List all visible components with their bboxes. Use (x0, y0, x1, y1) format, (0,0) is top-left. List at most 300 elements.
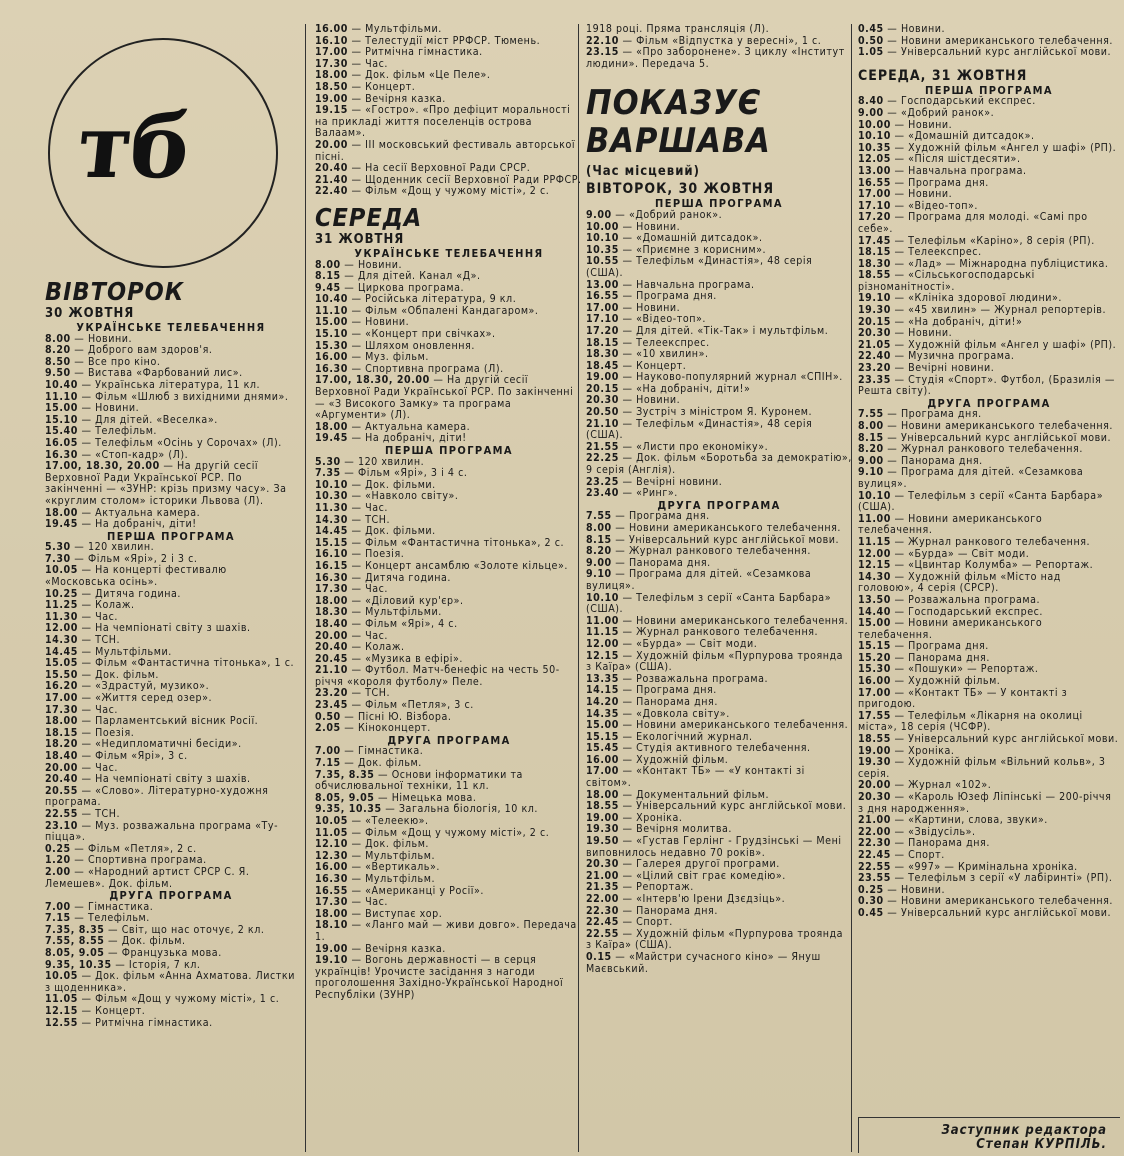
listing-time: 20.50 (586, 406, 619, 419)
listing-title: — «Вертикаль». (351, 861, 440, 874)
listing-line (315, 665, 583, 688)
listing-time: 19.00 (858, 744, 891, 757)
channel-header: ПЕРША ПРОГРАМА (385, 444, 513, 457)
listing-title: — На сесії Верховної Ради СРСР. (351, 162, 531, 175)
listing-time: 19.10 (858, 292, 891, 305)
listing-title: — Журнал ранкового телебачення. (887, 443, 1083, 456)
listing-time: 15.15 (315, 536, 348, 549)
listing-time: 20.30 (586, 858, 619, 871)
listing-time: 5.30 (315, 455, 341, 468)
listing-title: — Репортаж. (622, 881, 694, 894)
listing-time: 16.00 (586, 753, 619, 766)
listing-title: — На добраніч, діти! (351, 432, 467, 445)
listing-time: 18.50 (315, 80, 348, 93)
listing-line (858, 688, 1120, 711)
listing-title: — Для дітей. Канал «Д». (344, 270, 481, 283)
listing-title: — Студія «Спорт». Футбол, (Бразилія — Решта світу). (858, 373, 1115, 398)
listing-title: — «Телеекю». (351, 815, 429, 827)
listing-title: — ТСН. (81, 634, 121, 647)
listing-title: — Художній фільм «Місто над головою», 4 серія (СРСР). (858, 570, 1061, 595)
listing-title: — Загальна біологія, 10 кл. (385, 803, 538, 816)
listing-title: — Новини. (74, 332, 133, 345)
listing-time: 18.00 (315, 594, 348, 607)
listing-time: 5.30 (45, 541, 71, 554)
listing-time: 15.30 (858, 663, 891, 676)
listing-time: 15.00 (586, 719, 619, 732)
listing-title: — На чемпіонаті світу з шахів. (81, 622, 251, 635)
listing-time: 12.15 (586, 649, 619, 662)
listing-time: 8.00 (45, 332, 71, 345)
listing-title: — Розважальна програма. (622, 672, 769, 685)
listing-title: — «Контакт ТБ» — «У контакті зі світом». (586, 765, 805, 790)
listing-title: — Художній фільм «Пурпурова троянда з Каїра» (США). (586, 649, 844, 674)
listing-title: — «Життя серед озер». (81, 692, 213, 704)
listing-title: — Універсальний курс англійської мови. (615, 533, 840, 546)
listing-title: — «10 хвилин». (622, 348, 709, 361)
listing-line (858, 212, 1120, 235)
listing-title: — Спортивна програма. (74, 854, 207, 867)
listing-time: 11.00 (858, 512, 891, 525)
listing-time: 17.00 (45, 692, 78, 704)
listing-line (586, 952, 852, 975)
listing-line (858, 908, 1120, 920)
listing-time: 17.20 (858, 211, 891, 224)
listing-time: 10.00 (586, 220, 619, 233)
listing-title: — Фільм «Ярі», 4 с. (351, 617, 458, 630)
listing-time: 18.00 (315, 420, 348, 433)
listing-title: — Вечірня казка. (351, 942, 446, 955)
listing-title: — Художній фільм. (622, 753, 729, 766)
listing-time: 11.05 (45, 993, 78, 1006)
listing-time: 21.10 (586, 417, 619, 430)
listing-time: 18.00 (45, 715, 78, 728)
listing-line (586, 593, 852, 616)
listing-line (45, 519, 297, 531)
listing-line (45, 1018, 297, 1030)
listing-time: 17.30 (315, 57, 348, 70)
listing-title: — «Цвинтар Колумба» — Репортаж. (894, 559, 1094, 572)
listing-title: — Поезія. (351, 548, 405, 561)
listing-time: 9.10 (858, 466, 884, 479)
column-divider (305, 24, 306, 1152)
listing-time: 19.30 (858, 756, 891, 769)
listing-time: 7.00 (45, 900, 71, 913)
day-heading: СЕРЕДА (315, 202, 423, 232)
listing-line (858, 572, 1120, 595)
listing-time: 15.30 (315, 339, 348, 352)
listing-time: 19.50 (586, 835, 619, 848)
listing-time: 11.15 (586, 626, 619, 639)
listing-time: 17.00 (586, 765, 619, 778)
listing-line (45, 565, 297, 588)
listing-time: 23.15 (586, 46, 619, 59)
listing-title: — «Густав Герлінг - Грудзінські — Мені виповнилось недавно 70 років». (586, 835, 842, 859)
listing-time: 0.25 (45, 842, 71, 855)
listing-time: 22.55 (858, 860, 891, 873)
listing-time: 22.55 (586, 927, 619, 940)
listing-title: — Поезія. (81, 726, 135, 739)
listing-time: 20.30 (858, 791, 891, 803)
channel-header: ДРУГА ПРОГРАМА (657, 498, 781, 512)
listing-time: 23.20 (858, 362, 891, 375)
listing-time: 15.00 (45, 402, 78, 415)
listing-line (45, 821, 297, 844)
listing-title: — Фільм «Дощ у чужому місті», 2 с. (351, 826, 550, 839)
listing-line (315, 770, 583, 793)
listing-time: 14.15 (586, 684, 619, 697)
listing-time: 22.00 (858, 825, 891, 838)
listing-time: 8.00 (586, 522, 612, 534)
listing-time: 20.40 (45, 773, 78, 786)
listing-time: 22.40 (315, 185, 348, 198)
listing-title: — Вистава «Фарбований лис». (74, 367, 243, 380)
listing-time: 10.10 (858, 489, 891, 502)
listing-title: — «Недипломатичні бесіди». (81, 738, 242, 751)
listing-time: 17.10 (858, 199, 891, 212)
listing-time: 10.05 (45, 970, 78, 983)
column-warsaw-tuesday (586, 24, 852, 975)
listing-title: — Телефільм з серії «Санта Барбара» (США). (586, 591, 832, 616)
listing-title: — «Сільськогосподарські різноманітності». (858, 269, 1035, 293)
listing-time: 12.00 (45, 622, 78, 635)
listing-title: — Новини американського телебачення. (622, 719, 849, 732)
channel-header: УКРАЇНСЬКЕ ТЕЛЕБАЧЕННЯ (354, 246, 544, 260)
listing-line (586, 651, 852, 674)
listing-time: 20.15 (858, 315, 891, 328)
listing-title: — Господарський експрес. (887, 95, 1036, 108)
listing-title: — Ритмічна гімнастика. (81, 1016, 213, 1029)
listing-time: 7.55 (858, 408, 884, 421)
listing-title: — Телефільм. (81, 425, 158, 438)
listing-title: — Фільм «Фантастична тітонька», 2 с. (351, 536, 565, 549)
listing-title: — Програма дня. (894, 176, 989, 189)
day-heading: СЕРЕДА, 31 ЖОВТНЯ (858, 67, 1028, 84)
spacer (858, 59, 1120, 67)
listing-time: 18.00 (586, 788, 619, 801)
listing-time: 19.00 (315, 92, 348, 105)
listing-time: 8.20 (858, 443, 884, 456)
listing-time: 19.00 (586, 371, 619, 384)
listing-title: — Фільм «Дощ у чужому місті», 2 с. (351, 185, 550, 198)
listing-time: 18.55 (586, 800, 619, 813)
listing-time: 8.05, 9.05 (45, 947, 105, 960)
listing-title: — Новини американського телебачення. (615, 522, 842, 534)
listing-title: — Універсальний курс англійської мови. (622, 800, 847, 813)
listing-time: 17.00 (858, 188, 891, 201)
listing-line (858, 514, 1120, 537)
listing-time: 15.15 (858, 640, 891, 653)
listing-time: 10.05 (315, 815, 348, 827)
listing-time: 8.20 (586, 545, 612, 558)
listing-title: — «Добрий ранок». (615, 208, 723, 221)
listing-title: — «Добрий ранок». (887, 106, 995, 119)
listing-title: — ТСН. (351, 687, 391, 700)
listing-line (858, 757, 1120, 780)
listing-title: — «Гостро». «Про дефіцит моральності на прикладі життя поселенців острова Валаам». (315, 104, 571, 140)
listing-title: — Вечірні новини. (622, 475, 723, 488)
listing-title: — Панорама дня. (887, 454, 983, 467)
listing-time: 23.55 (858, 872, 891, 885)
listing-time: 15.00 (315, 316, 348, 329)
listing-title: — Док. фільм. (108, 935, 186, 948)
listing-title: — Концерт. (81, 1005, 146, 1018)
listing-time: 20.30 (858, 327, 891, 340)
listing-title: — Журнал ранкового телебачення. (894, 535, 1091, 548)
listing-title: — Пісні Ю. Візбора. (344, 710, 452, 723)
listing-time: 19.00 (315, 942, 348, 955)
listing-title: — «Ланго май — живи довго». Передача 1. (315, 919, 577, 943)
listing-time: 21.35 (586, 881, 619, 894)
listing-title: — Новини американського телебачення. (622, 614, 849, 627)
listing-line (45, 867, 297, 890)
listing-time: 0.25 (858, 883, 884, 896)
listing-line (45, 786, 297, 809)
listing-title: — Навчальна програма. (894, 164, 1027, 177)
listing-title: — Циркова програма. (344, 281, 465, 294)
listing-title: — Новини американського телебачення. (858, 617, 1043, 641)
listing-time: 2.00 (45, 865, 71, 878)
listing-title: — Шляхом оновлення. (351, 339, 475, 352)
listing-title: — Панорама дня. (894, 651, 990, 664)
listing-time: 16.10 (315, 34, 348, 47)
listing-time: 17.10 (586, 313, 619, 326)
listing-time: 9.50 (45, 367, 71, 380)
listing-time: 18.40 (315, 617, 348, 630)
listing-time: 8.00 (315, 258, 341, 271)
listing-title: — Програма для дітей. «Сезамкова вулиця». (858, 466, 1084, 490)
listing-title: — Новини. (894, 327, 953, 340)
date-heading: 31 ЖОВТНЯ (315, 231, 405, 247)
listing-title: — Господарський експрес. (894, 605, 1043, 618)
listing-time: 11.15 (858, 535, 891, 548)
listing-time: 16.10 (315, 548, 348, 561)
listing-title: — Док. фільм. (344, 757, 422, 770)
listing-time: 9.00 (858, 106, 884, 119)
listing-time: 16.00 (858, 675, 891, 688)
listing-time: 19.30 (858, 304, 891, 317)
listing-time: 22.00 (586, 893, 619, 905)
listing-title: — Програма для дітей. «Сезамкова вулиця». (586, 568, 812, 592)
listing-time: 19.15 (315, 104, 348, 117)
listing-title: — Програма дня. (894, 640, 989, 653)
listing-title: — На концерті фестивалю «Московська осінь». (45, 564, 227, 589)
listing-title: — «Американці у Росії». (351, 884, 484, 897)
listing-title: — Телестудії міст РРФСР. Тюмень. (351, 34, 541, 47)
listing-title: — Телефільм з серії «Санта Барбара» (США). (858, 489, 1104, 514)
listing-time: 18.45 (586, 359, 619, 372)
listing-title: — Універсальний курс англійської мови. (887, 431, 1112, 444)
listing-title: — Телефільм «Династія», 48 серія (США). (586, 417, 813, 442)
listing-time: 9.45 (315, 281, 341, 294)
listing-title: — Колаж. (81, 599, 135, 612)
listing-title: — Док. фільми. (351, 478, 436, 491)
listing-time: 20.40 (315, 162, 348, 175)
listing-title: — «Народний артист СРСР С. Я. Лемешев». Док. фільм. (45, 865, 250, 890)
listing-time: 23.40 (586, 487, 619, 500)
listing-time: 22.45 (586, 916, 619, 929)
listing-title: — «Майстри сучасного кіно» — Януш Маєвський. (586, 950, 821, 975)
listing-time: 19.45 (45, 518, 78, 531)
listing-title: — Парламентський вісник Росії. (81, 715, 259, 728)
listing-title: — Для дітей. «Веселка». (81, 413, 218, 426)
listing-title: — Хроніка. (622, 811, 683, 824)
listing-title: — «Бурда» — Світ моди. (894, 547, 1030, 560)
listing-time: 14.45 (315, 525, 348, 538)
listing-time: 23.20 (315, 687, 348, 700)
listing-time: 10.10 (586, 591, 619, 604)
listing-title: — Актуальна камера. (81, 506, 201, 519)
listing-time: 17.55 (858, 709, 891, 722)
listing-time: 10.10 (858, 130, 891, 143)
listing-time: 16.05 (45, 436, 78, 449)
listing-title: — На чемпіонаті світу з шахів. (81, 773, 251, 786)
listing-title: — «Лад» — Міжнародна публіцистика. (894, 257, 1109, 270)
listing-time: 23.45 (315, 699, 348, 712)
listing-line (586, 419, 852, 442)
listing-title: — Екологічний журнал. (622, 730, 753, 743)
editor-name: Степан КУРПІЛЬ. (976, 1137, 1107, 1152)
listing-time: 10.40 (45, 378, 78, 391)
listing-title: — «Картини, слова, звуки». (894, 814, 1048, 827)
listing-time: 12.00 (586, 637, 619, 650)
listing-title: — Док. фільм «Це Пеле». (351, 69, 491, 82)
listing-title: — «Пошуки» — Репортаж. (894, 663, 1039, 676)
listing-title: — Новини. (887, 24, 946, 35)
listing-title: — Спортивна програма (Л). (351, 362, 504, 375)
listing-time: 18.55 (858, 733, 891, 746)
listing-title: — Все про кіно. (74, 355, 161, 368)
listing-title: — Телефільм «Династія», 48 серія (США). (586, 255, 813, 279)
listing-title: — Новини. (894, 188, 953, 201)
listing-time: 10.00 (858, 118, 891, 131)
listing-time: 7.35, 8.35 (45, 923, 105, 936)
listing-title: — Панорама дня. (622, 904, 718, 917)
listing-title: — Програма для молоді. «Самі про себе». (858, 211, 1088, 235)
listing-title: — «Музика в ефірі». (351, 652, 463, 665)
listing-time: 7.30 (45, 552, 71, 565)
listing-time: 19.45 (315, 432, 348, 445)
listing-title: — Панорама дня. (622, 695, 718, 708)
listing-title: — Панорама дня. (894, 837, 990, 850)
listing-time: 7.15 (45, 912, 71, 925)
listing-title: — Мультфільми. (351, 24, 442, 35)
day-heading: ВІВТОРОК (45, 278, 185, 306)
listing-time: 9.10 (586, 568, 612, 581)
listing-title: — III московський фестиваль авторської пісні. (315, 138, 576, 163)
listing-title: — Док. фільми. (351, 525, 436, 538)
listing-title: — Фільм «Дощ у чужому місті», 1 с. (81, 993, 280, 1006)
listing-title: — «Після шістдесяти». (894, 153, 1021, 166)
column-warsaw-wednesday (858, 24, 1120, 920)
listing-time: 20.30 (586, 394, 619, 407)
listing-title: — «Бурда» — Світ моди. (622, 637, 758, 650)
listing-time: 10.30 (315, 490, 348, 503)
listing-time: 2.05 (315, 722, 341, 735)
listing-time: 14.45 (45, 645, 78, 658)
listing-time: 19.00 (586, 811, 619, 824)
listing-time: 10.25 (45, 587, 78, 600)
listing-line (45, 971, 297, 994)
listing-title: — Телефільм «Осінь у Сорочах» (Л). (81, 436, 282, 449)
listing-title: — Новини. (622, 220, 681, 233)
listing-title: — «Відео-топ». (622, 313, 706, 326)
listing-time: 17.00, 18.30, 20.00 (45, 460, 160, 473)
listing-title: — Новини американського телебачення. (887, 34, 1114, 47)
listing-time: 17.30 (315, 896, 348, 909)
listing-time: 18.15 (45, 726, 78, 739)
listing-time: 18.00 (45, 506, 78, 519)
listing-title: — ТСН. (81, 807, 121, 820)
listing-title: — «Кароль Юзеф Ліпінські — 200-річчя з дня народження». (858, 791, 1112, 815)
listing-title: — Новини. (622, 394, 681, 407)
listing-time: 12.05 (858, 153, 891, 166)
listing-title: — Фільм «Петля», 3 с. (351, 699, 474, 712)
listing-title: — Муз. розважальна програма «Ту-піцца». (45, 819, 279, 844)
listing-title: — Новини. (887, 883, 946, 896)
listing-time: 8.20 (45, 344, 71, 357)
listing-title: 1918 році. Пряма трансляція (Л). (586, 24, 770, 35)
listing-title: — «Навколо світу». (351, 490, 459, 503)
listing-title: — «Домашній дитсадок». (622, 232, 763, 245)
listing-title: — Музична програма. (894, 350, 1015, 363)
listing-time: 12.30 (315, 849, 348, 862)
listing-title: — Російська література, 9 кл. (351, 293, 517, 306)
listing-title: — Науково-популярний журнал «СПІН». (622, 371, 843, 384)
listing-time: 20.55 (45, 784, 78, 797)
listing-time: 16.30 (315, 362, 348, 375)
listing-title: — Історія, 7 кл. (115, 958, 201, 971)
listing-time: 18.20 (45, 738, 78, 751)
listing-title: — «Довкола світу». (622, 707, 730, 720)
listing-time: 1.05 (858, 46, 884, 59)
listing-title: — «Приємне з корисним». (622, 243, 767, 256)
listing-time: 20.00 (315, 138, 348, 151)
listing-title: — Художній фільм «Ангел у шафі» (РП). (894, 141, 1117, 154)
listing-time: 18.15 (586, 336, 619, 349)
listing-time: 10.40 (315, 293, 348, 306)
listing-time: 9.00 (586, 208, 612, 221)
listing-title: — Зустріч з міністром Я. Куронем. (622, 406, 813, 419)
section-title: ПОКАЗУЄ ВАРШАВА (586, 83, 771, 162)
listing-time: 11.05 (315, 826, 348, 839)
listing-time: 9.00 (858, 454, 884, 467)
listing-time: 15.20 (858, 651, 891, 664)
listing-time: 21.05 (858, 338, 891, 351)
listing-title: — «Відео-топ». (894, 199, 978, 212)
listing-line (858, 491, 1120, 514)
listing-title: — Вечірня казка. (351, 92, 446, 105)
listing-title: — Художній фільм «Вільний кольв», 3 серія. (858, 756, 1106, 780)
listing-time: 15.05 (45, 657, 78, 670)
listing-time: 9.35, 10.35 (45, 958, 112, 971)
listing-title: — Дитяча година. (81, 587, 181, 600)
listing-time: 20.00 (858, 779, 891, 792)
listing-time: 22.10 (586, 34, 619, 47)
channel-header: УКРАЇНСЬКЕ ТЕЛЕБАЧЕННЯ (76, 321, 266, 334)
listing-title: — Концерт. (622, 359, 687, 372)
listing-time: 20.45 (315, 652, 348, 665)
listing-line (586, 766, 852, 789)
listing-time: 23.10 (45, 819, 78, 832)
listing-title: — Програма дня. (615, 510, 710, 523)
listing-title: — Футбол. Матч-бенефіс на честь 50-річчя «короля футболу» Пеле. (315, 664, 560, 688)
listing-title: — Час. (351, 501, 388, 514)
listing-time: 15.10 (315, 328, 348, 341)
listing-title: — «Звідусіль». (894, 825, 976, 838)
listing-title: — Доброго вам здоров'я. (74, 344, 213, 357)
listing-title: — Німецька мова. (378, 791, 477, 804)
listing-title: — Навчальна програма. (622, 278, 755, 291)
